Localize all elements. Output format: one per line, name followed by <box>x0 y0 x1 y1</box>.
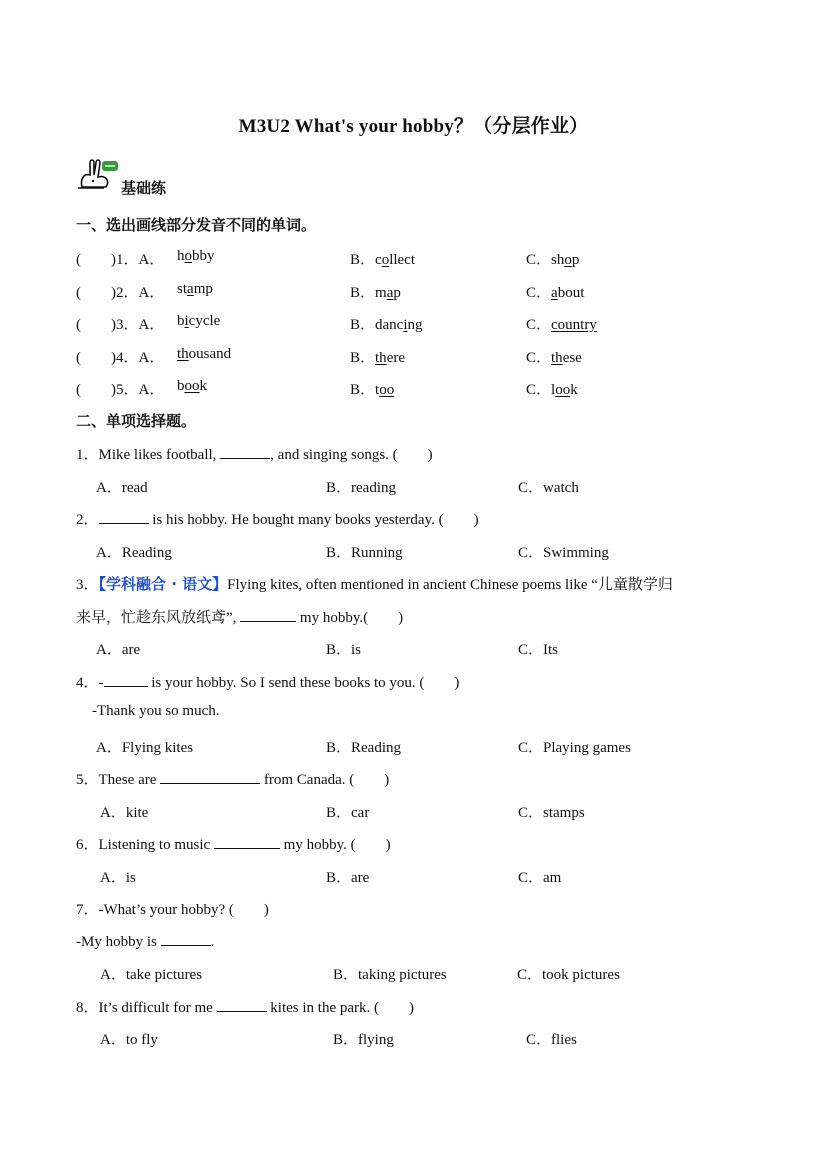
question-4-options: A．Flying kites B．Reading C．Playing games <box>96 740 631 756</box>
subject-tag: 【学科融合 · 语文】 <box>98 575 228 593</box>
answer-blank <box>217 997 267 1012</box>
question-3-options: A．are B．is C．Its <box>96 642 559 658</box>
question-7-reply: -My hobby is . <box>0 931 827 953</box>
part1-heading: 一、选出画线部分发音不同的单词。 <box>76 216 317 234</box>
answer-blank <box>160 769 260 784</box>
list-item: ( )5．A． book B．too C．look <box>76 378 578 398</box>
question-2: 2． is his hobby. He bought many books yesterday. ( ) <box>0 508 827 530</box>
question-4-reply: -Thank you so much. <box>92 703 220 719</box>
answer-blank <box>240 607 296 622</box>
basic-practice-label: 基础练 <box>121 179 167 197</box>
question-3: 3．【学科融合 · 语文】Flying kites, often mentioned in ancient Chinese poems like “儿童散学归 <box>76 575 673 593</box>
question-3-cont: 来早，忙趁东风放纸鸢”, my hobby.( ) <box>0 606 827 628</box>
question-5: 5．These are from Canada. ( ) <box>0 768 827 790</box>
list-item: ( )1．A． hobby B．collect C．shop <box>76 248 580 268</box>
question-6-options: A．is B．are C．am <box>100 870 562 886</box>
part2-heading: 二、单项选择题。 <box>76 412 197 430</box>
question-1: 1．Mike likes football, , and singing songs. ( ) <box>0 443 827 465</box>
question-8-options: A．to fly B．flying C．flies <box>100 1032 577 1048</box>
answer-blank <box>104 672 148 687</box>
question-7: 7．-What’s your hobby? ( ) <box>76 902 269 918</box>
question-7-options: A．take pictures B．taking pictures C．took pictures <box>100 967 620 983</box>
question-1-options: A．read B．reading C．watch <box>96 480 579 496</box>
rabbit-badge-icon <box>76 157 120 189</box>
page-title: M3U2 What's your hobby？（分层作业） <box>238 116 589 137</box>
answer-blank <box>214 834 280 849</box>
question-8: 8．It’s difficult for me kites in the park. ( ) <box>0 996 827 1018</box>
list-item: ( )2．A． stamp B．map C．about <box>76 281 585 301</box>
question-5-options: A．kite B．car C．stamps <box>100 805 585 821</box>
answer-blank <box>99 509 149 524</box>
list-item: ( )3．A． bicycle B．dancing C．country <box>76 313 597 333</box>
question-2-options: A．Reading B．Running C．Swimming <box>96 545 609 561</box>
question-4: 4．- is your hobby. So I send these books to you. ( ) <box>0 671 827 693</box>
answer-blank <box>220 444 270 459</box>
answer-blank <box>161 931 211 946</box>
list-item: ( )4．A． thousand B．there C．these <box>76 346 582 366</box>
question-6: 6．Listening to music my hobby. ( ) <box>0 833 827 855</box>
